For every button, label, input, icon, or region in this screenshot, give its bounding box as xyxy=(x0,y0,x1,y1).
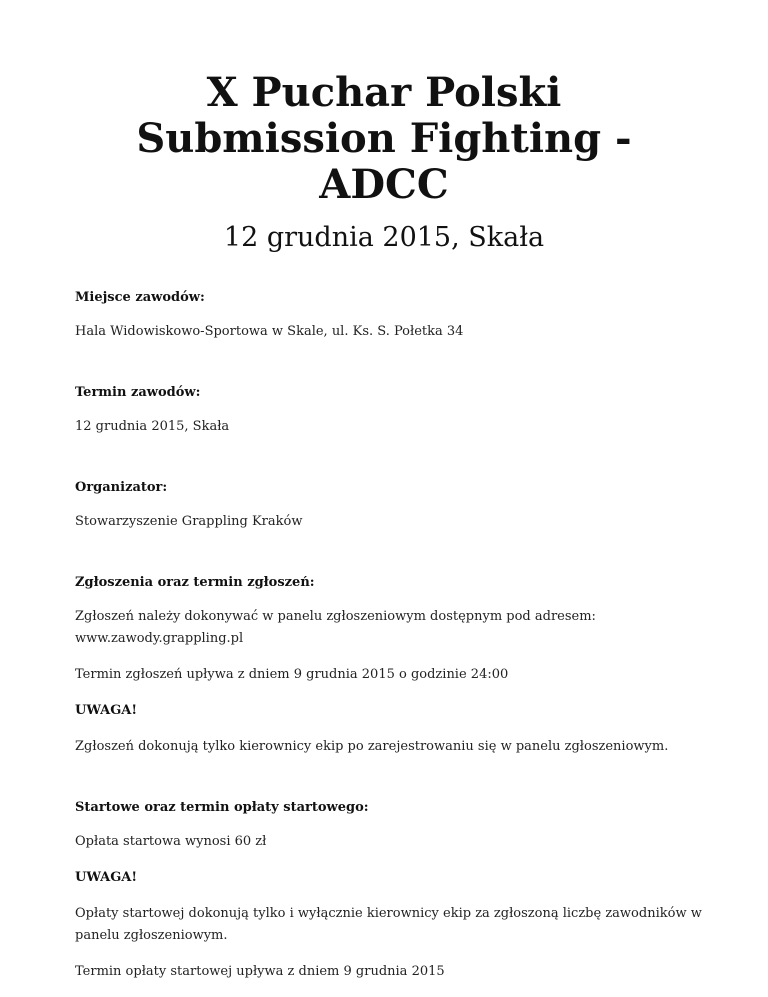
section-paragraph: Opłaty startowej dokonują tylko i wyłącznie kierownicy ekip za zgłoszoną liczbę zawodników w panelu zgłoszeniowym. xyxy=(75,906,702,943)
section-paragraph: Zgłoszeń dokonują tylko kierownicy ekip po zarejestrowaniu się w panelu zgłoszeniowym. xyxy=(75,739,669,754)
section-paragraph: Termin zgłoszeń upływa z dniem 9 grudnia 2015 o godzinie 24:00 xyxy=(75,667,509,682)
section-registration xyxy=(75,573,705,758)
section-paragraph: Termin opłaty startowej upływa z dniem 9 grudnia 2015 xyxy=(75,964,445,979)
document-subtitle: 12 grudnia 2015, Skała xyxy=(223,222,545,253)
section-paragraph: Zgłoszeń należy dokonywać w panelu zgłoszeniowym dostępnym pod adresem: www.zawody.grappling.pl xyxy=(75,609,596,646)
section-heading: Zgłoszenia oraz termin zgłoszeń: xyxy=(75,575,315,590)
section-paragraph: Hala Widowiskowo-Sportowa w Skale, ul. Ks. S. Połetka 34 xyxy=(75,324,464,339)
section-heading: Organizator: xyxy=(75,480,168,495)
section-organizer xyxy=(75,478,705,533)
warning-label: UWAGA! xyxy=(75,870,138,885)
section-paragraph: 12 grudnia 2015, Skała xyxy=(75,419,230,434)
section-paragraph: Opłata startowa wynosi 60 zł xyxy=(75,834,267,849)
section-venue xyxy=(75,288,705,343)
section-heading: Termin zawodów: xyxy=(75,385,201,400)
document-title: X Puchar Polski Submission Fighting - ADCC xyxy=(136,69,632,208)
section-heading: Startowe oraz termin opłaty startowego: xyxy=(75,800,369,815)
section-paragraph: Stowarzyszenie Grappling Kraków xyxy=(75,514,303,529)
document-body xyxy=(75,288,705,997)
warning-label: UWAGA! xyxy=(75,703,138,718)
section-fee xyxy=(75,798,705,983)
section-date xyxy=(75,383,705,438)
section-heading: Miejsce zawodów: xyxy=(75,290,205,305)
